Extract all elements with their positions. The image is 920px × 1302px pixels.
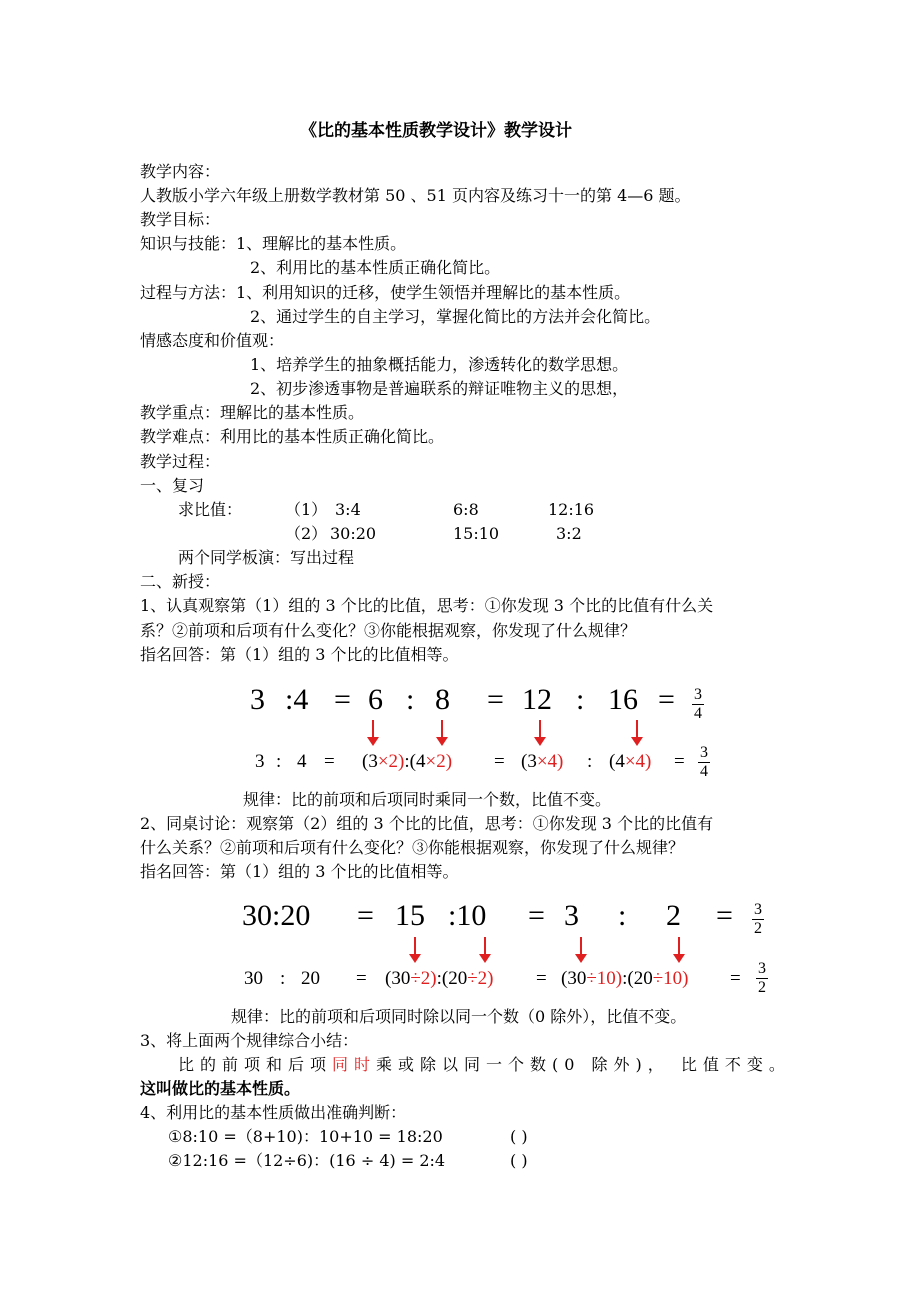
eq2-bottom-term: ÷2) xyxy=(467,968,494,989)
new-1-line-c: 指名回答：第（1）组的 3 个比的比值相等。 xyxy=(140,645,459,664)
new-1-line-a: 1、认真观察第（1）组的 3 个比的比值，思考：①你发现 3 个比的比值有什么关 xyxy=(140,596,714,615)
down-arrow-icon xyxy=(539,720,541,738)
eq1-bottom-term: 3 xyxy=(255,751,265,772)
eq2-bottom-term: ÷10) xyxy=(652,968,689,989)
fraction-denominator: 2 xyxy=(754,920,762,937)
eq2-term: 3 xyxy=(564,899,579,932)
eq1-term: 12 xyxy=(522,683,552,716)
new-4-heading: 4、利用比的基本性质做出准确判断： xyxy=(140,1103,407,1122)
summary-emphasis: 同时 xyxy=(332,1055,377,1074)
eq1-bottom-term: ×4) xyxy=(624,751,652,772)
eq1-bottom-term: (3 xyxy=(362,751,378,772)
eq2-term: = xyxy=(357,899,374,932)
eq1-bottom-group xyxy=(609,750,651,774)
new-2-line-b: 什么关系？②前项和后项有什么变化？③你能根据观察，你发现了什么规律？ xyxy=(140,838,685,857)
eq1-term: : xyxy=(406,683,415,716)
eq1-bottom-term: ×2) xyxy=(377,751,405,772)
eq1-term: = xyxy=(334,683,351,716)
new-2-line-c: 指名回答：第（1）组的 3 个比的比值相等。 xyxy=(140,862,459,881)
eq1-bottom-term: = xyxy=(674,751,685,772)
fraction-numerator: 3 xyxy=(700,744,708,761)
eq1-bottom-term: = xyxy=(494,751,505,772)
eq2-bottom-term: = xyxy=(356,968,367,989)
judgement-2: ②12:16 =（12÷6)：(16 ÷ 4) = 2:4 xyxy=(168,1151,446,1170)
process-heading: 教学过程： xyxy=(140,452,221,471)
eq1-bottom-term: (4 xyxy=(609,751,625,772)
eq2-term: 30:20 xyxy=(242,899,311,932)
eq1-term: = xyxy=(487,683,504,716)
eq2-bottom-term: ÷10) xyxy=(586,968,623,989)
eq1-bottom-term: 4 xyxy=(297,751,307,772)
fraction-numerator: 3 xyxy=(694,686,702,703)
eq1-bottom-term: :(4 xyxy=(404,751,426,772)
knowledge-goal-1: 知识与技能：1、理解比的基本性质。 xyxy=(140,234,407,253)
eq1-term: :4 xyxy=(285,683,309,716)
knowledge-goal-2: 2、利用比的基本性质正确化简比。 xyxy=(250,258,501,277)
eq2-bottom-group xyxy=(561,967,688,991)
fraction-denominator: 2 xyxy=(758,979,766,996)
fraction-denominator: 4 xyxy=(694,705,702,722)
question-2-b: 15:10 xyxy=(453,524,500,543)
rule-1: 规律：比的前项和后项同时乘同一个数，比值不变。 xyxy=(243,790,612,809)
down-arrow-icon xyxy=(372,720,374,738)
teaching-difficulty: 教学难点：利用比的基本性质正确化简比。 xyxy=(140,427,445,446)
eq1-bottom-fraction xyxy=(698,744,710,781)
fraction-numerator: 3 xyxy=(754,901,762,918)
emotion-heading: 情感态度和价值观： xyxy=(140,331,285,350)
board-note: 两个同学板演：写出过程 xyxy=(178,548,355,567)
down-arrow-icon xyxy=(441,720,443,738)
eq1-term: = xyxy=(658,683,675,716)
eq2-term: = xyxy=(716,899,733,932)
question-1-b: 6:8 xyxy=(453,500,479,519)
summary-text: 乘或除以同一个数(0 除外)， 比值不变。 xyxy=(376,1055,791,1074)
fraction-numerator: 3 xyxy=(758,960,766,977)
judgement-2-answer[interactable]: ( ) xyxy=(510,1151,528,1170)
fraction-denominator: 4 xyxy=(700,763,708,780)
process-goal-1: 过程与方法：1、利用知识的迁移，使学生领悟并理解比的基本性质。 xyxy=(140,283,631,302)
question-1-number: （1） xyxy=(285,500,328,519)
goal-heading: 教学目标： xyxy=(140,210,221,229)
rule-2: 规律：比的前项和后项同时除以同一个数（0 除外），比值不变。 xyxy=(231,1007,687,1026)
eq2-term: 15 xyxy=(395,899,425,932)
eq1-bottom-group xyxy=(362,750,452,774)
down-arrow-icon xyxy=(484,937,486,955)
eq2-bottom-term: = xyxy=(536,968,547,989)
question-1-c: 12:16 xyxy=(548,500,595,519)
process-goal-2: 2、通过学生的自主学习，掌握化简比的方法并会化简比。 xyxy=(250,307,661,326)
summary-line xyxy=(178,1054,791,1076)
judgement-1: ①8:10 =（8+10)：10+10 = 18:20 xyxy=(168,1127,443,1146)
content-heading: 教学内容： xyxy=(140,162,221,181)
eq2-bottom-group xyxy=(385,967,493,991)
new-2-line-a: 2、同桌讨论：观察第（2）组的 3 个比的比值，思考：①你发现 3 个比的比值有 xyxy=(140,814,714,833)
down-arrow-icon xyxy=(636,720,638,738)
eq1-bottom-term: = xyxy=(324,751,335,772)
eq2-bottom-term: (30 xyxy=(561,968,587,989)
section-new: 二、新授： xyxy=(140,572,221,591)
eq2-term: : xyxy=(618,899,627,932)
eq2-bottom-term: :(20 xyxy=(622,968,653,989)
eq1-term: 6 xyxy=(368,683,383,716)
eq1-term: : xyxy=(576,683,585,716)
question-2-a: 30:20 xyxy=(330,524,377,543)
eq1-term: 16 xyxy=(608,683,638,716)
eq2-bottom-term: 30 xyxy=(244,968,263,989)
page-title: 《比的基本性质教学设计》教学设计 xyxy=(300,121,572,141)
judgement-1-answer[interactable]: ( ) xyxy=(510,1127,528,1146)
content-text: 人教版小学六年级上册数学教材第 50 、51 页内容及练习十一的第 4—6 题。 xyxy=(140,186,691,205)
down-arrow-icon xyxy=(678,937,680,955)
new-3-heading: 3、将上面两个规律综合小结： xyxy=(140,1031,359,1050)
down-arrow-icon xyxy=(414,937,416,955)
eq1-term: 8 xyxy=(435,683,450,716)
eq1-bottom-term: ×2) xyxy=(425,751,453,772)
section-review: 一、复习 xyxy=(140,476,205,495)
eq2-bottom-term: : xyxy=(280,968,286,989)
eq2-term: :10 xyxy=(448,899,487,932)
eq2-term: = xyxy=(528,899,545,932)
new-1-line-b: 系？②前项和后项有什么变化？③你能根据观察，你发现了什么规律？ xyxy=(140,621,637,640)
summary-text: 比的前项和后项 xyxy=(178,1055,333,1074)
teaching-key-point: 教学重点：理解比的基本性质。 xyxy=(140,403,365,422)
eq1-top-fraction xyxy=(692,686,704,723)
eq2-bottom-term: :(20 xyxy=(436,968,468,989)
eq1-bottom-term: : xyxy=(587,751,593,772)
eq2-bottom-fraction xyxy=(756,960,768,997)
eq1-bottom-term: : xyxy=(276,751,282,772)
eq2-bottom-term: 20 xyxy=(301,968,320,989)
emotion-goal-2: 2、初步渗透事物是普遍联系的辩证唯物主义的思想， xyxy=(250,379,629,398)
eq2-bottom-term: ÷2) xyxy=(410,968,437,989)
eq1-bottom-term: ×4) xyxy=(536,751,564,772)
question-2-number: （2） xyxy=(285,524,328,543)
ratio-question-label: 求比值： xyxy=(178,500,243,519)
eq2-bottom-term: = xyxy=(730,968,741,989)
emotion-goal-1: 1、培养学生的抽象概括能力，渗透转化的数学思想。 xyxy=(250,355,629,374)
eq1-bottom-group xyxy=(521,750,563,774)
eq2-bottom-term: (30 xyxy=(385,968,411,989)
eq2-top-fraction xyxy=(752,901,764,938)
property-statement: 这叫做比的基本性质。 xyxy=(140,1079,301,1098)
question-1-a: 3:4 xyxy=(335,500,361,519)
question-2-c: 3:2 xyxy=(556,524,582,543)
eq2-term: 2 xyxy=(666,899,681,932)
eq1-bottom-term: (3 xyxy=(521,751,537,772)
eq1-term: 3 xyxy=(250,683,265,716)
down-arrow-icon xyxy=(580,937,582,955)
